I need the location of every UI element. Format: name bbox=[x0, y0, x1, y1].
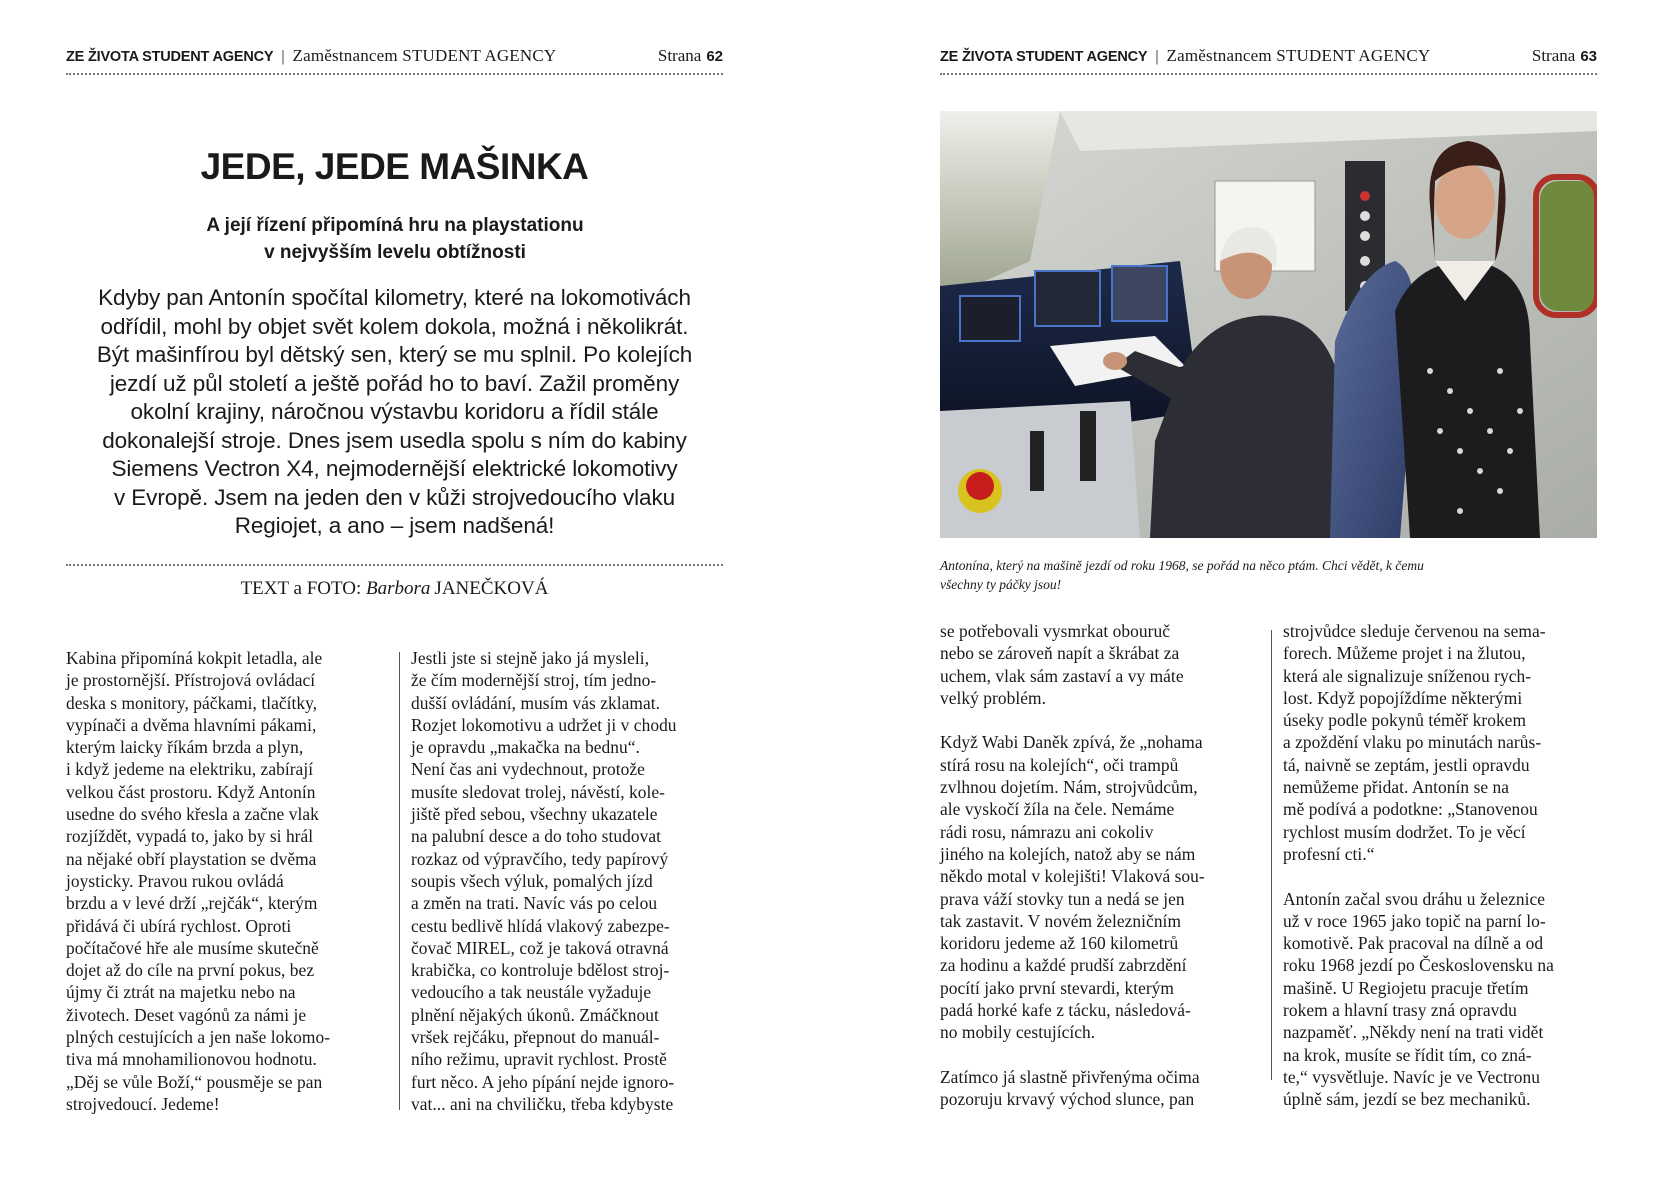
header-subsection: Zaměstnancem STUDENT AGENCY bbox=[1166, 46, 1431, 65]
woman-dress bbox=[1395, 261, 1540, 538]
article-column: Kabina připomíná kokpit letadla, ale je prostornější. Přístrojová ovládací deska s monitory, páčkami, tlačítky, vypínači a dvěma hlavními pákami, kterým laicky říkám brzda a plyn, i když jedeme na elektriku, zabírají velkou část prostoru. Když Antonín usedne do svého křesla a začne vlak rozjíždět, vypadá to, jako by si hrál na nějaké obří playstation se dvěma joysticky. Pravou rukou ovládá brzdu a v levé drží „rejčák“, kterým přidává či ubírá rychlost. Oproti počítačové hře ale musíme skutečně dojet až do cíle na první pokus, bez újmy či ztrát na majetku nebo na životech. Deset vagónů za námi je plných cestujících a jen naše lokomo- tiva má mnohamilionovou hodnotu. „Děj se vůle Boží,“ pousměje se pan strojvedoucí. Jedeme! bbox=[66, 648, 331, 1114]
control-lever bbox=[1080, 411, 1096, 481]
article-lead: Kdyby pan Antonín spočítal kilometry, které na lokomotivách odřídil, mohl by objet svět kolem dokola, možná i několikrát. Být mašinfírou byl dětský sen, který se mu splnil. Po kolejích jezdí už půl století a ještě pořád ho to baví. Zažil proměny okolní krajiny, náročnou výstavbu koridoru a řídil stále dokonalejší stroje. Dnes jsem usedla spolu s ním do kabiny Siemens Vectron X4, nejmodernější elektrické lokomotivy v Evropě. Jsem na jeden den v kůži strojvedoucího vlaku Regiojet, a ano – jsem nadšená! bbox=[96, 285, 693, 538]
page-number: 63 bbox=[1580, 48, 1597, 65]
article-column: se potřebovali vysmrkat obouruč nebo se zároveň napít a škrábat za uchem, vlak sám zastaví a vy máte velký problém. Když Wabi Daněk zpívá, že „nohama stírá rosu na kolejích“, oči trampů zvlhnou dojetím. Nám, strojvůdcům, ale vyskočí žíla na čele. Nemáme rádi rosu, námrazu ani cokoliv jiného na kolejích, natož aby se nám někdo motal v kolejišti! Vlaková sou- prava váží stovky tun a nedá se jen tak zastavit. V novém železničním koridoru jedeme až 160 kilometrů za hodinu a každé prudší zabrzdění pocítí jako první stevardi, kterým padá horké kafe z tácku, následová- no mobily cestujících. Zatímco já slastně přivřenýma očima pozoruju krvavý východ slunce, pan bbox=[940, 621, 1205, 1110]
control-button bbox=[1360, 211, 1370, 221]
desk-monitor bbox=[1035, 271, 1100, 326]
control-lever bbox=[1030, 431, 1044, 491]
control-button bbox=[1360, 231, 1370, 241]
header-divider bbox=[940, 73, 1597, 75]
control-button bbox=[1360, 256, 1370, 266]
page-number-label bbox=[658, 46, 723, 66]
article-column: strojvůdce sleduje červenou na sema- forech. Můžeme projet i na žlutou, která ale signalizuje sníženou rych- lost. Když popojíždíme některými úseky podle pokynů téměř krokem a zpoždění vlaku po minutách narůs- tá, naivně se zeptám, jestli opravdu nemůžeme přidat. Antonín se na mě podívá a podotkne: „Stanovenou rychlost musím dodržet. To je věcí profesní cti.“ Antonín začal svou dráhu u železnice už v roce 1965 jako topič na parní lo- komotivě. Pak pracoval na dílně a od roku 1968 jezdí po Československu na mašině. U Regiojetu pracuje třetím rokem a hlavní trasy zná opravdu nazpaměť. „Někdy není na trati vidět na krok, musíte se řídit tím, co zná- te,“ vysvětluje. Navíc je ve Vectronu úplně sám, jezdí se bez mechaniků. bbox=[1283, 621, 1554, 1110]
credit-last-name: JANEČKOVÁ bbox=[434, 578, 549, 599]
locomotive-cab-photo bbox=[940, 111, 1597, 538]
column-rule bbox=[1271, 630, 1272, 1080]
desk-monitor bbox=[1112, 266, 1167, 321]
article-subtitle: A její řízení připomíná hru na playstationu v nejvyšším levelu obtížnosti bbox=[206, 215, 584, 263]
page-number-label bbox=[1532, 46, 1597, 66]
page-number: 62 bbox=[706, 48, 723, 65]
header-divider bbox=[66, 73, 723, 75]
driver-hand bbox=[1103, 352, 1127, 370]
header-separator: | bbox=[1155, 48, 1159, 65]
desk-monitor bbox=[960, 296, 1020, 341]
header-subsection: Zaměstnancem STUDENT AGENCY bbox=[292, 46, 557, 65]
page-header bbox=[940, 46, 1597, 70]
article-credit bbox=[66, 578, 723, 600]
page-label: Strana bbox=[1531, 46, 1576, 65]
emergency-button bbox=[966, 472, 994, 500]
article-title: JEDE, JEDE MAŠINKA bbox=[200, 146, 589, 187]
page-header bbox=[66, 46, 723, 70]
photo-caption: Antonína, který na mašině jezdí od roku 1968, se pořád na něco ptám. Chci vědět, k čemu všechny ty páčky jsou! bbox=[940, 558, 1424, 592]
credit-first-name: Barbora bbox=[366, 578, 431, 599]
header-section: ZE ŽIVOTA STUDENT AGENCY bbox=[66, 49, 274, 65]
column-rule bbox=[399, 652, 400, 1110]
header-section: ZE ŽIVOTA STUDENT AGENCY bbox=[940, 49, 1148, 65]
right-page bbox=[829, 0, 1658, 1200]
credit-prefix: TEXT a FOTO: bbox=[240, 578, 362, 599]
header-separator: | bbox=[281, 48, 285, 65]
lead-divider bbox=[66, 564, 723, 566]
page-label: Strana bbox=[657, 46, 702, 65]
control-button bbox=[1360, 191, 1370, 201]
side-window bbox=[1540, 181, 1597, 311]
article-column: Jestli jste si stejně jako já mysleli, že čím modernější stroj, tím jedno- dušší ovládání, musím vás zklamat. Rozjet lokomotivu a udržet ji v chodu je opravdu „makačka na bednu“. Není čas ani vydechnout, protože musíte sledovat trolej, návěstí, kole- jiště před sebou, všechny ukazatele na palubní desce a do toho studovat rozkaz od výpravčího, tedy papírový soupis všech výluk, pomalých jízd a změn na trati. Navíc vás po celou cestu bedlivě hlídá vlakový zabezpe- čovač MIREL, což je taková otravná krabička, co kontroluje bdělost stroj- vedoucího a tak neustále vyžaduje plnění nějakých úkonů. Zmáčknout vršek rejčáku, přepnout do manuál- ního režimu, upravit rychlost. Prostě furt něco. A jeho pípání nejde ignoro- vat... ani na chviličku, třeba kdybyste bbox=[411, 648, 677, 1114]
